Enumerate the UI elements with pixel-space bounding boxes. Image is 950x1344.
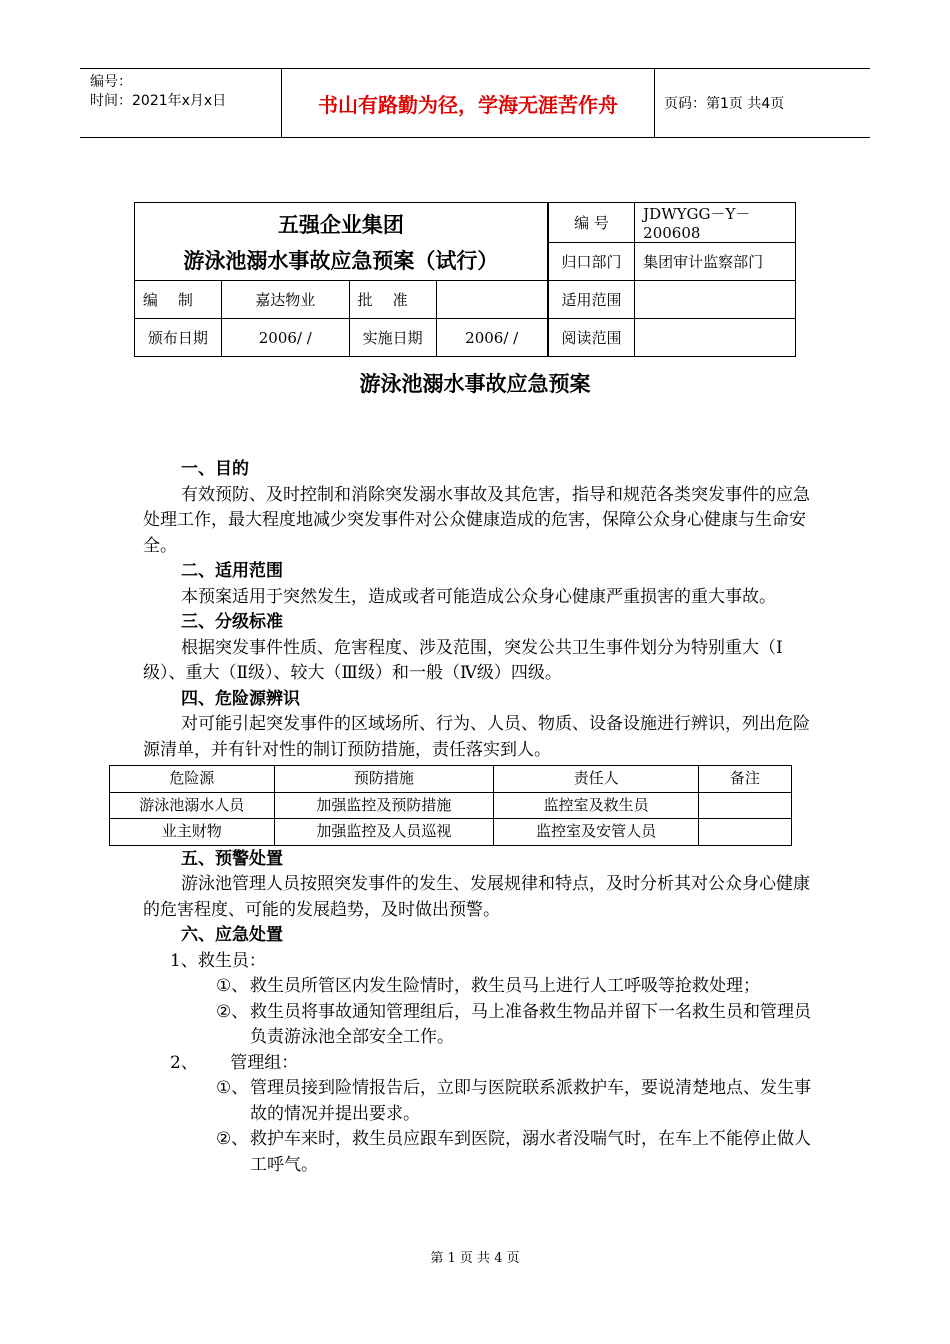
impl-label: 实施日期 <box>349 319 436 357</box>
table-cell: 游泳池溺水人员 <box>110 792 275 819</box>
page-footer: 第 1 页 共 4 页 <box>430 1251 520 1266</box>
hazard-table <box>109 765 792 846</box>
compile-label: 编制 <box>135 281 222 319</box>
section-2-heading: 二、适用范围 <box>181 561 283 581</box>
compile-value: 嘉达物业 <box>221 281 349 319</box>
section-1-heading: 一、目的 <box>181 459 249 479</box>
section-3-text: 根据突发事件性质、危害程度、涉及范围，突发公共卫生事件划分为特别重大（Ⅰ级）、重大（Ⅱ级）、较大（Ⅲ级）和一般（Ⅳ级）四级。 <box>143 637 783 683</box>
plan-title: 游泳池溺水事故应急预案（试行） <box>183 248 499 273</box>
group-2-label: 2、 管理组： <box>170 1052 299 1073</box>
list-item <box>143 974 813 1000</box>
list-item <box>143 1127 813 1178</box>
document-title: 游泳池溺水事故应急预案 <box>359 372 591 396</box>
table-cell: 加强监控及预防措施 <box>274 792 494 819</box>
table-cell: 监控室及救生员 <box>494 792 699 819</box>
table-row <box>110 792 792 819</box>
number-label: 编号： <box>90 74 132 90</box>
time-label: 时间：2021年x月x日 <box>90 93 227 109</box>
item-number: ②、 <box>216 1001 249 1022</box>
item-text: 管理员接到险情报告后，立即与医院联系派救护车，要说清楚地点、发生事故的情况并提出要求。 <box>250 1078 811 1124</box>
approve-label: 批准 <box>349 281 436 319</box>
header-meta <box>80 69 282 137</box>
table-header-row <box>110 766 792 793</box>
issue-label: 颁布日期 <box>135 319 222 357</box>
table-header-cell: 预防措施 <box>274 766 494 793</box>
item-number: ①、 <box>216 976 249 996</box>
table-row <box>110 819 792 846</box>
scope-value <box>635 281 796 319</box>
read-value <box>635 319 796 357</box>
item-number: ①、 <box>216 1078 249 1098</box>
section-2-text: 本预案适用于突然发生，造成或者可能造成公众身心健康严重损害的重大事故。 <box>181 586 776 607</box>
code-label: 编 号 <box>548 203 635 243</box>
item-text: 救生员所管区内发生险情时，救生员马上进行人工呼吸等抢救处理； <box>250 976 760 996</box>
dept-value: 集团审计监察部门 <box>635 243 796 281</box>
document-meta-table <box>134 202 796 357</box>
section-4-text: 对可能引起突发事件的区域场所、行为、人员、物质、设备设施进行辨识，列出危险源清单，并有针对性的制订预防措施，责任落实到人。 <box>143 714 810 760</box>
scope-label: 适用范围 <box>548 281 635 319</box>
group-1-label: 1、救生员： <box>170 950 266 971</box>
impl-value: 2006/ / <box>436 319 548 357</box>
item-text: 救生员将事故通知管理组后，马上准备救生物品并留下一名救生员和管理员负责游泳池全部安全工作。 <box>250 1001 811 1047</box>
table-cell: 加强监控及人员巡视 <box>274 819 494 846</box>
header-motto: 书山有路勤为径，学海无涯苦作舟 <box>282 69 655 137</box>
section-3-heading: 三、分级标准 <box>181 612 283 632</box>
approve-value <box>436 281 548 319</box>
dept-label: 归口部门 <box>548 243 635 281</box>
document-body <box>139 457 813 1178</box>
company-name: 五强企业集团 <box>277 212 404 237</box>
table-header-cell: 危险源 <box>110 766 275 793</box>
read-label: 阅读范围 <box>548 319 635 357</box>
code-value: JDWYGG－Y－200608 <box>635 203 796 243</box>
page-header <box>80 68 870 138</box>
table-header-cell: 备注 <box>698 766 791 793</box>
table-cell: 监控室及安管人员 <box>494 819 699 846</box>
meta-title-cell <box>135 203 548 281</box>
header-page-info: 页码：第1页 共4页 <box>664 96 785 112</box>
item-number: ②、 <box>216 1129 249 1149</box>
section-5-text: 游泳池管理人员按照突发事件的发生、发展规律和特点，及时分析其对公众身心健康的危害程度、可能的发展趋势，及时做出预警。 <box>143 874 810 920</box>
issue-value: 2006/ / <box>221 319 349 357</box>
section-1-text: 有效预防、及时控制和消除突发溺水事故及其危害，指导和规范各类突发事件的应急处理工作，最大程度地减少突发事件对公众健康造成的危害，保障公众身心健康与生命安全。 <box>143 484 810 556</box>
table-cell <box>698 792 791 819</box>
table-cell: 业主财物 <box>110 819 275 846</box>
table-header-cell: 责任人 <box>494 766 699 793</box>
list-item <box>143 1076 813 1127</box>
list-item <box>143 1000 813 1051</box>
section-4-heading: 四、危险源辨识 <box>181 688 300 709</box>
item-text: 救护车来时，救生员应跟车到医院，溺水者没喘气时，在车上不能停止做人工呼气。 <box>250 1129 811 1175</box>
table-cell <box>698 819 791 846</box>
section-5-heading: 五、预警处置 <box>181 848 283 869</box>
section-6-heading: 六、应急处置 <box>181 925 283 945</box>
